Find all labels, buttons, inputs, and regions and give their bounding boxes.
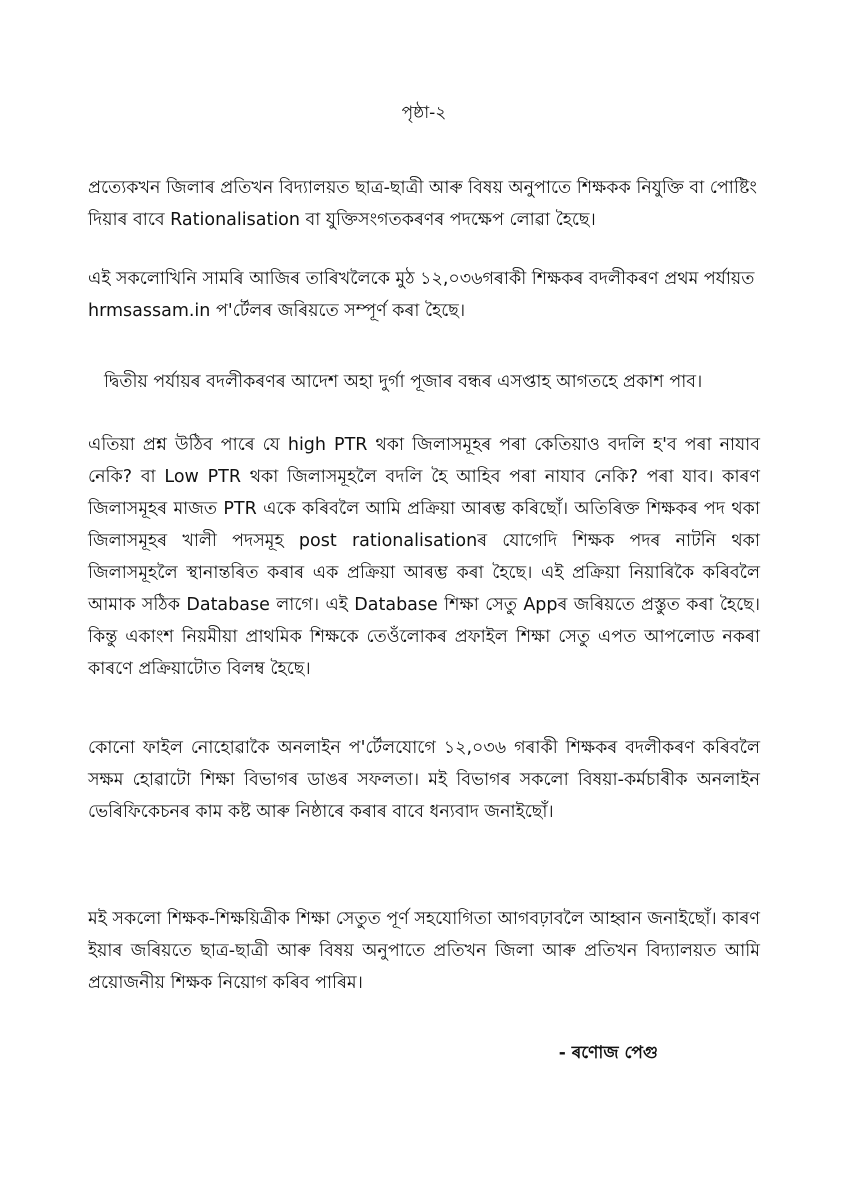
paragraph-department-success: কোনো ফাইল নোহোৱাকৈ অনলাইন প'ৰ্টেলযোগে ১২,০৩৬ গৰাকী শিক্ষকৰ বদলীকৰণ কৰিবলৈ সক্ষম হোৱাটো শিক্ষা বিভাগৰ ডাঙৰ সফলতা। মই বিভাগৰ সকলো বিষয়া-কৰ্মচাৰীক অনলাইন ভেৰিফিকেচনৰ কাম কষ্ট আৰু নিষ্ঠাৰে কৰাৰ বাবে ধন্যবাদ জনাইছোঁ। xyxy=(88,738,760,822)
paragraph-appeal-to-teachers: মই সকলো শিক্ষক-শিক্ষয়িত্ৰীক শিক্ষা সেতুত পূৰ্ণ সহযোগিতা আগবঢ়াবলৈ আহ্বান জনাইছোঁ। কাৰণ ইয়াৰ জৰিয়তে ছাত্ৰ-ছাত্ৰী আৰু বিষয় অনুপাতে প্ৰতিখন জিলা আৰু প্ৰতিখন বিদ্যালয়ত আমি প্ৰয়োজনীয় শিক্ষক নিয়োগ কৰিব পাৰিম। xyxy=(88,909,760,993)
signature: - ৰণোজ পেগু xyxy=(558,1043,658,1063)
paragraph-second-phase-order: দ্বিতীয় পৰ্যায়ৰ বদলীকৰণৰ আদেশ অহা দুৰ্গা পূজাৰ বন্ধৰ এসপ্তাহ আগতহে প্ৰকাশ পাব। xyxy=(104,372,703,392)
paragraph-rationalisation: প্ৰত্যেকখন জিলাৰ প্ৰতিখন বিদ্যালয়ত ছাত্ৰ-ছাত্ৰী আৰু বিষয় অনুপাতে শিক্ষকক নিযুক্তি বা পোষ্টিং দিয়াৰ বাবে Rationalisation বা যুক্তিসংগতকৰণৰ পদক্ষেপ লোৱা হৈছে। xyxy=(88,178,757,230)
paragraph-ptr-question: এতিয়া প্ৰশ্ন উঠিব পাৰে যে high PTR থকা জিলাসমূহৰ পৰা কেতিয়াও বদলি হ'ব পৰা নাযাব নেকি? বা Low PTR থকা জিলাসমূহলৈ বদলি হৈ আহিব পৰা নাযাব নেকি? পৰা যাব। কাৰণ জিলাসমূহৰ মাজত PTR একে কৰিবলৈ আমি প্ৰক্ৰিয়া আৰম্ভ কৰিছোঁ। অতিৰিক্ত শিক্ষকৰ পদ থকা জিলাসমূহৰ খালী পদসমূহ post rationalisationৰ যোগেদি শিক্ষক পদৰ নাটনি থকা জিলাসমূহলৈ স্থানান্তৰিত কৰাৰ এক প্ৰক্ৰিয়া আৰম্ভ কৰা হৈছে। এই প্ৰক্ৰিয়া নিয়াৰিকৈ কৰিবলৈ আমাক সঠিক Database লাগে। এই Database শিক্ষা সেতু Appৰ জৰিয়তে প্ৰস্তুত কৰা হৈছে। কিন্তু একাংশ নিয়মীয়া প্ৰাথমিক শিক্ষকে তেওঁলোকৰ প্ৰফাইল শিক্ষা সেতু এপত আপলোড নকৰা কাৰণে প্ৰক্ৰিয়াটোত বিলম্ব হৈছে। xyxy=(88,435,760,679)
paragraph-first-phase-transfer: এই সকলোখিনি সামৰি আজিৰ তাৰিখলৈকে মুঠ ১২,০৩৬গৰাকী শিক্ষকৰ বদলীকৰণ প্ৰথম পৰ্যায়ত hrmsassam.in প'ৰ্টেলৰ জৰিয়তে সম্পূৰ্ণ কৰা হৈছে। xyxy=(88,269,755,321)
page-number: পৃষ্ঠা-২ xyxy=(401,103,447,123)
